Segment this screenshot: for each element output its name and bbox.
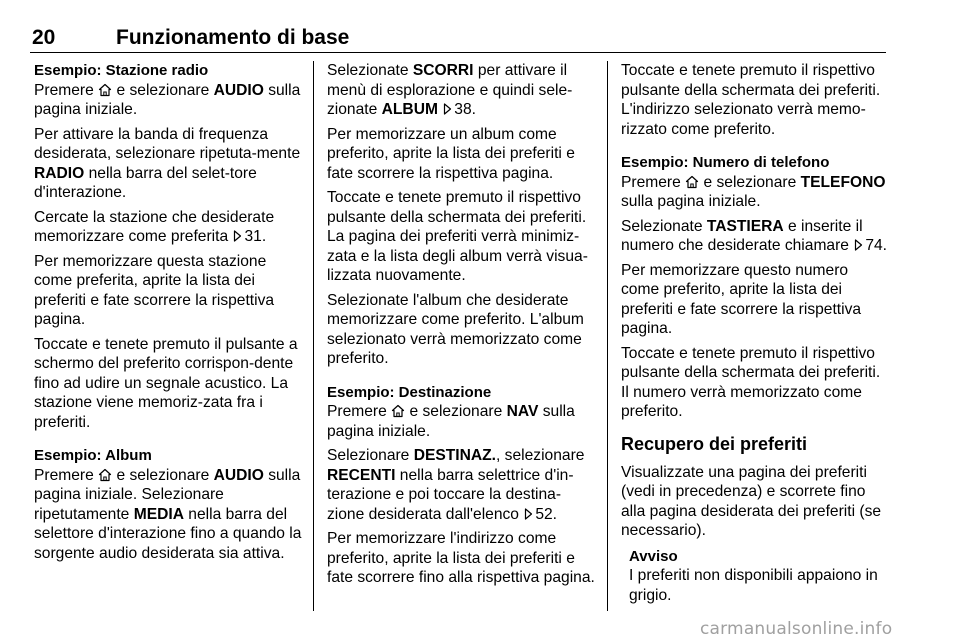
page-reference-icon: [524, 508, 533, 520]
column-right: [621, 61, 887, 605]
paragraph: Per memorizzare un album come preferito, aprite la lista dei preferiti e fate scorrere la rispettiva pagina.: [327, 125, 575, 182]
section-heading: Esempio: Album: [34, 447, 152, 464]
page-title: Funzionamento di base: [116, 26, 350, 49]
section-heading: Esempio: Stazione radio: [34, 62, 209, 79]
section-heading: Esempio: Numero di telefono: [621, 154, 830, 171]
home-icon: [98, 468, 112, 482]
paragraph: Premere e selezionare TELEFONO sulla pagina iniziale.: [621, 173, 886, 210]
page-header: [30, 26, 886, 53]
home-icon: [685, 175, 699, 189]
home-icon: [98, 83, 112, 97]
paragraph: Per memorizzare questo numero come preferito, aprite la lista dei preferiti e fate scorrere la rispettiva pagina.: [621, 261, 862, 337]
page-reference-icon: [443, 103, 452, 115]
page-number: 20: [32, 26, 56, 49]
home-icon: [391, 404, 405, 418]
note-title: Avviso: [629, 547, 678, 565]
paragraph: Toccate e tenete premuto il rispettivo pulsante della schermata dei preferiti. Il numero verrà memorizzato come preferito.: [621, 344, 881, 420]
paragraph: Toccate e tenete premuto il pulsante a schermo del preferito corrispon-dente fino ad udire un segnale acustico. La stazione viene memoriz-zata fra i preferiti.: [34, 335, 298, 431]
column-divider: [313, 61, 314, 611]
paragraph: Premere e selezionare NAV sulla pagina iniziale.: [327, 403, 575, 440]
paragraph: Per attivare la banda di frequenza desiderata, selezionare ripetuta-mente RADIO nella barra del selet-tore d'interazione.: [34, 125, 301, 201]
column-middle: [327, 61, 595, 593]
paragraph: Premere e selezionare AUDIO sulla pagina iniziale. Selezionare ripetutamente MEDIA nella barra del selettore d'interazione fino a quando la sorgente audio desiderata sia attiva.: [34, 466, 302, 562]
column-left: [34, 61, 302, 568]
paragraph: Cercate la stazione che desiderate memorizzare come preferita 31.: [34, 208, 275, 245]
note-text: I preferiti non disponibili appaiono in grigio.: [629, 567, 878, 604]
paragraph: Selezionate TASTIERA e inserite il numero che desiderate chiamare 74.: [621, 217, 887, 254]
paragraph: Selezionare DESTINAZ., selezionare RECENTI nella barra selettrice d'in-terazione e poi toccare la destina-zione desiderata dall'elenco 52.: [327, 447, 585, 523]
column-divider: [607, 61, 608, 611]
paragraph: Toccate e tenete premuto il rispettivo pulsante della schermata dei preferiti. La pagina dei preferiti verrà minimiz-zata e la lista degli album verrà visua-lizzata nuovamente.: [327, 189, 588, 284]
paragraph: Premere e selezionare AUDIO sulla pagina iniziale.: [34, 81, 301, 118]
note-box: [629, 547, 887, 606]
paragraph: Selezionate SCORRI per attivare il menù di esplorazione e quindi sele-zionate ALBUM 38.: [327, 62, 573, 118]
paragraph: Visualizzate una pagina dei preferiti (vedi in precedenza) e scorrete fino alla pagina desiderata dei preferiti (se necessario).: [621, 463, 882, 539]
section-title: Recupero dei preferiti: [621, 433, 808, 454]
paragraph: Per memorizzare l'indirizzo come preferito, aprite la lista dei preferiti e fate scorrere fino alla rispettiva pagina.: [327, 530, 595, 586]
page-reference-icon: [854, 239, 863, 251]
paragraph: Per memorizzare questa stazione come preferita, aprite la lista dei preferiti e fate scorrere la rispettiva pagina.: [34, 252, 275, 328]
watermark: carmanualsonline.info: [700, 619, 893, 639]
paragraph: Selezionate l'album che desiderate memorizzare come preferito. L'album selezionato verrà memorizzato come preferito.: [327, 291, 584, 367]
section-heading: Esempio: Destinazione: [327, 383, 492, 401]
page-reference-icon: [233, 230, 242, 242]
paragraph: Toccate e tenete premuto il rispettivo pulsante della schermata dei preferiti. L'indirizzo selezionato verrà memo-rizzato come preferito.: [621, 62, 881, 138]
